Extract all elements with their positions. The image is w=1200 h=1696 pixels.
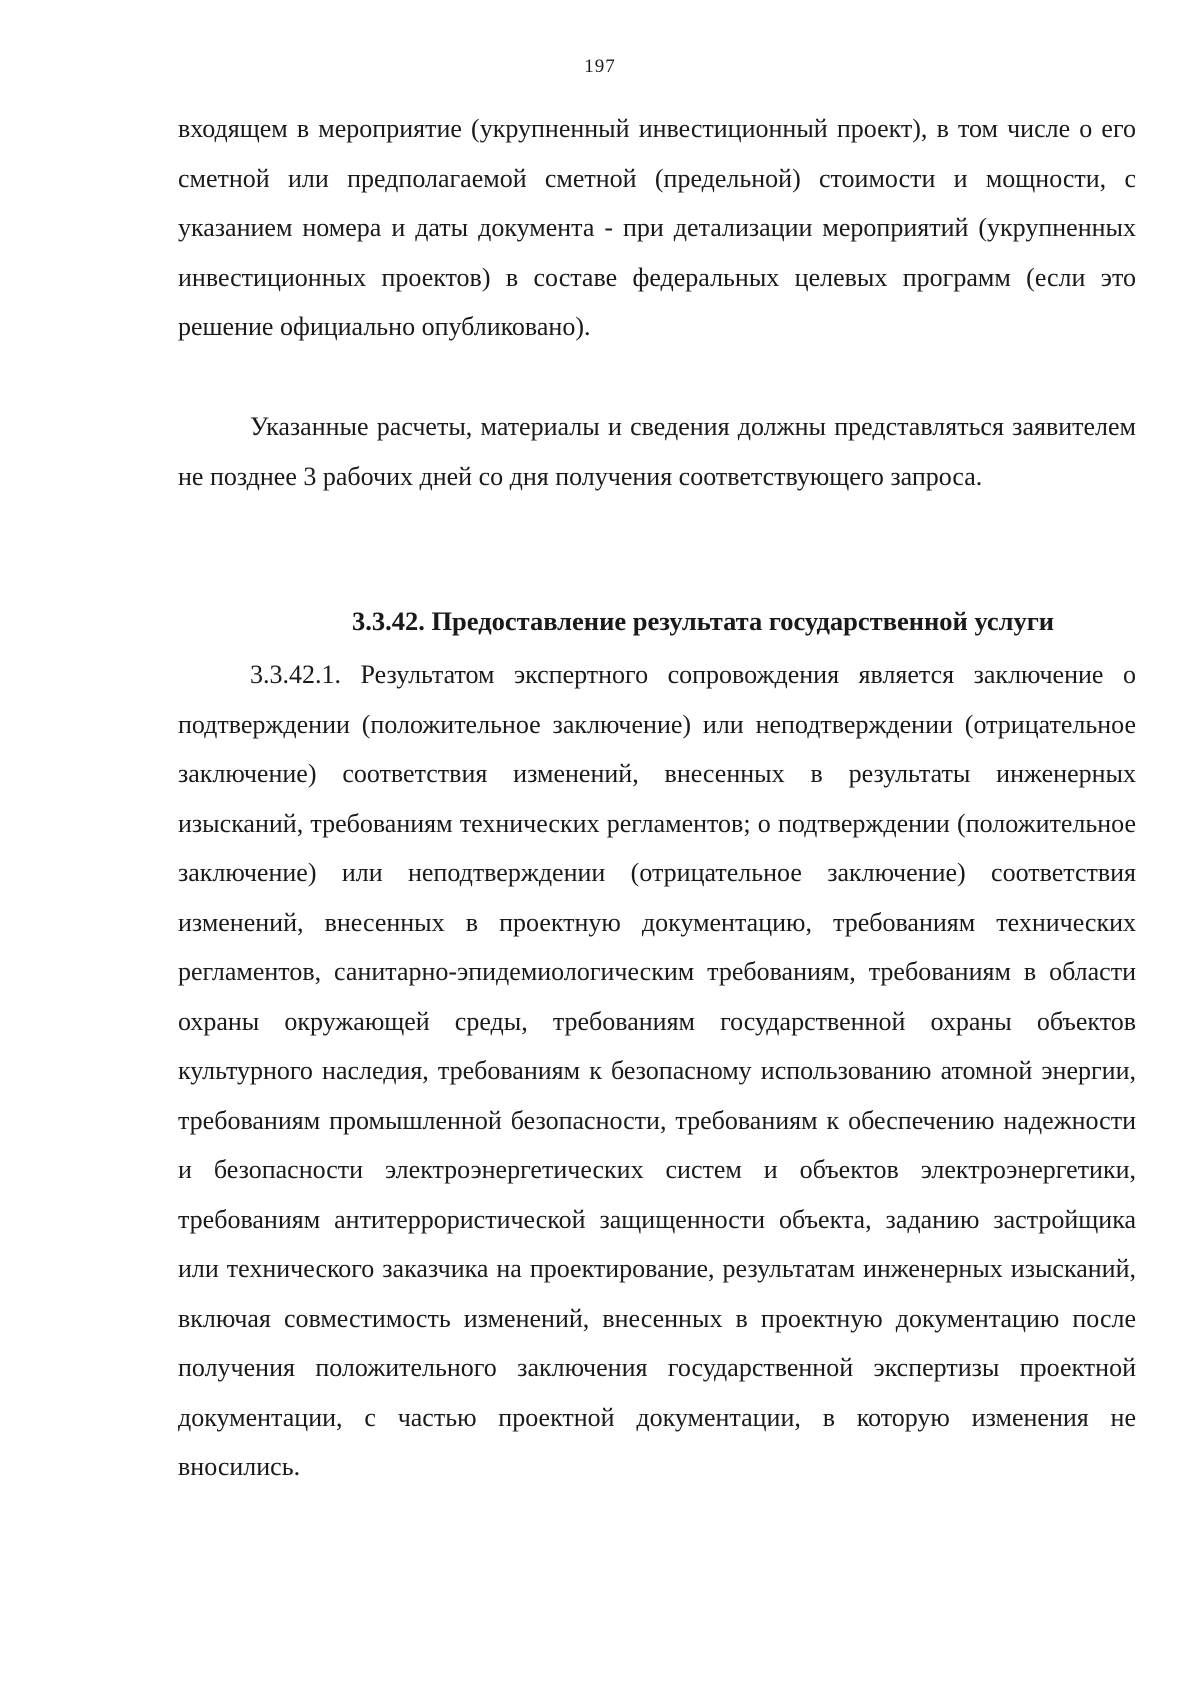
continuation-paragraph: входящем в мероприятие (укрупненный инвестиционный проект), в том числе о его сметной или предполагаемой сметной (предельной) стоимости и мощности, с указанием номера и даты документа - при детализации мероприятий (укрупненных инвестиционных проектов) в составе федеральных целевых программ (если это решение официально опубликовано). (178, 114, 1136, 341)
continuation-paragraph-block (178, 104, 1136, 352)
result-paragraph: 3.3.42.1. Результатом экспертного сопровождения является заключение о подтверждении (положительное заключение) или неподтверждении (отрицательное заключение) соответствия изменений, внесенных в результаты инженерных изысканий, требованиям технических регламентов; о подтверждении (положительное заключение) или неподтверждении (отрицательное заключение) соответствия изменений, внесенных в проектную документацию, требованиям технических регламентов, санитарно-эпидемиологическим требованиям, требованиям в области охраны окружающей среды, требованиям государственной охраны объектов культурного наследия, требованиям к безопасному использованию атомной энергии, требованиям промышленной безопасности, требованиям к обеспечению надежности и безопасности электроэнергетических систем и объектов электроэнергетики, требованиям антитеррористической защищенности объекта, заданию застройщика или технического заказчика на проектирование, результатам инженерных изысканий, включая совместимость изменений, внесенных в проектную документацию после получения положительного заключения государственной экспертизы проектной документации, с частью проектной документации, в которую изменения не вносились. (178, 660, 1136, 1481)
deadline-paragraph-block (178, 402, 1136, 501)
result-paragraph-block (178, 650, 1136, 1492)
page-number: 197 (584, 56, 616, 77)
section-heading: 3.3.42. Предоставление результата государственной услуги (351, 606, 1055, 636)
deadline-paragraph: Указанные расчеты, материалы и сведения должны представляться заявителем не позднее 3 рабочих дней со дня получения соответствующего запроса. (178, 412, 1136, 491)
